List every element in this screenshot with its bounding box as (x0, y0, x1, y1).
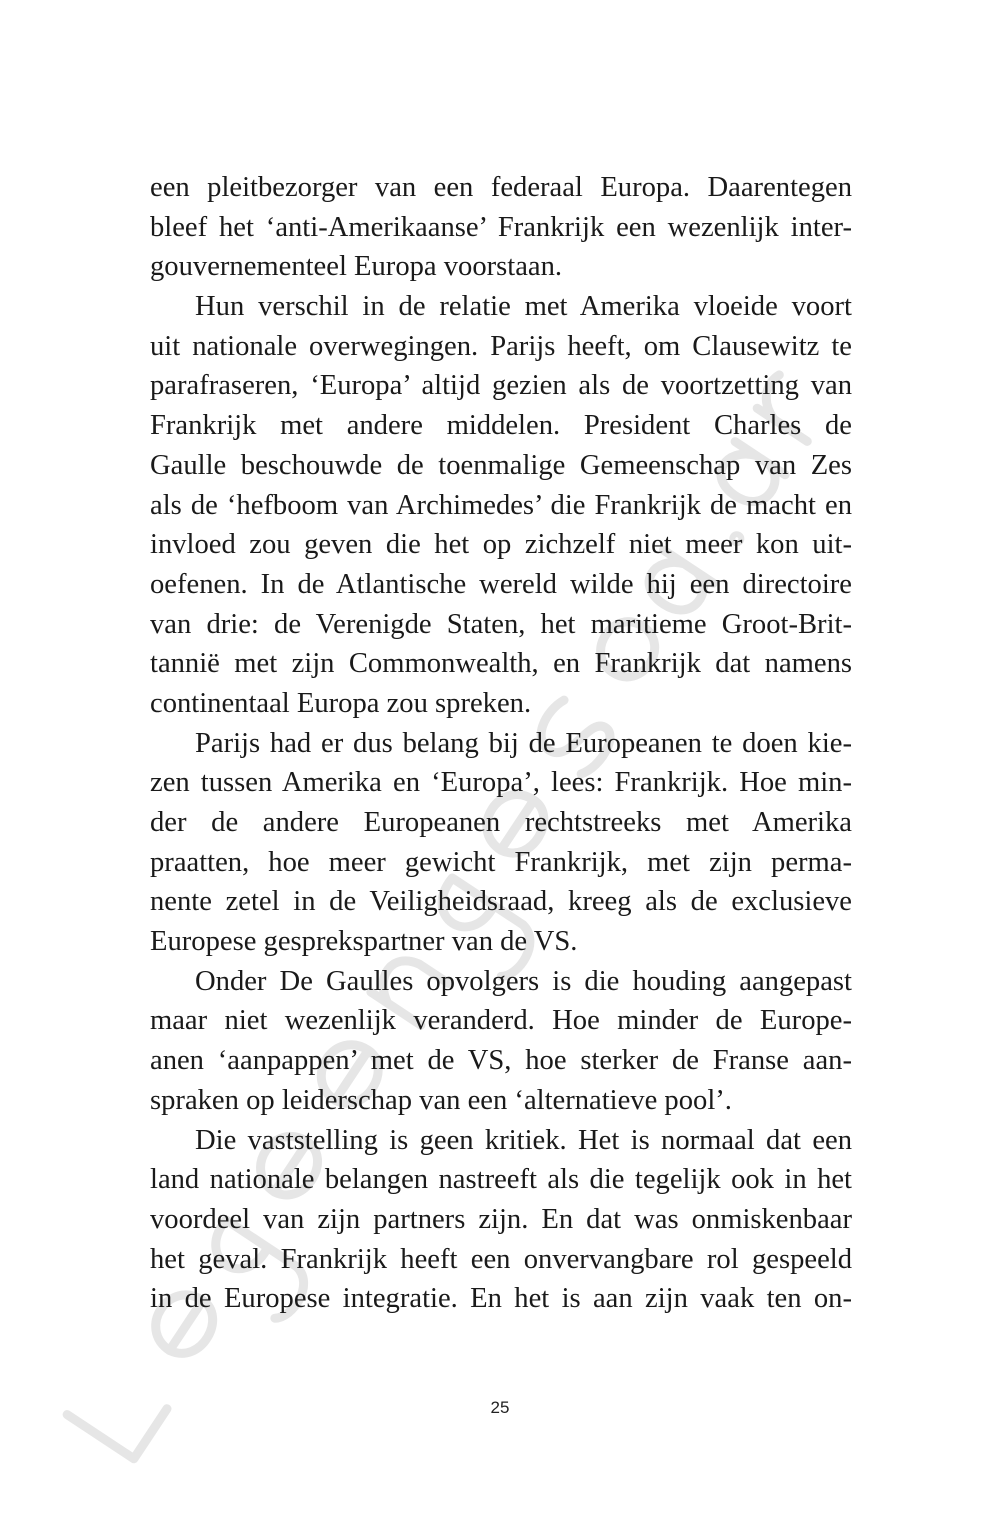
text-line: der de andere Europeanen rechtstreeks met Amerika (150, 807, 852, 838)
text-line: Onder De Gaulles opvolgers is die houding aangepast (195, 965, 852, 997)
paragraph (150, 962, 852, 1121)
page-number: 25 (490, 1398, 510, 1417)
text-line: Frankrijk met andere middelen. President Charles de (150, 410, 852, 442)
text-line: nente zetel in de Veiligheidsraad, kreeg als de exclusieve (150, 886, 852, 918)
paragraph (150, 724, 852, 962)
text-line: van drie: de Verenigde Staten, het maritieme Groot-Brit- (150, 608, 852, 640)
text-line: Parijs had er dus belang bij de Europeanen te doen kie- (195, 727, 852, 759)
text-line: een pleitbezorger van een federaal Europa. Daarentegen (150, 172, 852, 203)
text-line: continentaal Europa zou spreken. (150, 687, 532, 719)
text-line: maar niet wezenlijk veranderd. Hoe minder de Europe- (150, 1005, 852, 1037)
text-line: uit nationale overwegingen. Parijs heeft, om Clausewitz te (150, 330, 852, 362)
text-line: anen ‘aanpappen’ met de VS, hoe sterker de Franse aan- (150, 1045, 852, 1077)
text-line: Gaulle beschouwde de toenmalige Gemeenschap van Zes (150, 449, 852, 481)
paragraph (150, 1121, 852, 1319)
text-line: voordeel van zijn partners zijn. En dat was onmiskenbaar (150, 1203, 852, 1235)
paragraph (150, 168, 852, 287)
text-line: Europese gesprekspartner van de VS. (150, 926, 578, 958)
text-line: invloed zou geven die het op zichzelf niet meer kon uit- (150, 529, 852, 561)
text-line: als de ‘hefboom van Archimedes’ die Frankrijk de macht en (150, 489, 852, 521)
text-line: zen tussen Amerika en ‘Europa’, lees: Frankrijk. Hoe min- (150, 767, 852, 799)
text-line: in de Europese integratie. En het is aan zijn vaak ten on- (150, 1283, 852, 1315)
text-line: oefenen. In de Atlantische wereld wilde hij een directoire (150, 568, 852, 600)
text-line: het geval. Frankrijk heeft een onvervangbare rol gespeeld (150, 1243, 852, 1275)
text-line: Hun verschil in de relatie met Amerika vloeide voort (195, 291, 852, 323)
text-line: land nationale belangen nastreeft als die tegelijk ook in het (150, 1164, 852, 1196)
text-line: praatten, hoe meer gewicht Frankrijk, met zijn perma- (150, 846, 852, 878)
text-line: gouvernementeel Europa voorstaan. (150, 251, 563, 283)
text-line: parafraseren, ‘Europa’ altijd gezien als de voortzetting van (150, 370, 852, 402)
text-line: spraken op leiderschap van een ‘alternatieve pool’. (150, 1084, 732, 1116)
text-line: tannië met zijn Commonwealth, en Frankrijk dat namens (150, 648, 852, 680)
text-line: bleef het ‘anti-Amerikaanse’ Frankrijk een wezenlijk inter- (150, 211, 852, 243)
paragraph (150, 287, 852, 724)
body-text (150, 168, 852, 1319)
text-line: Die vaststelling is geen kritiek. Het is normaal dat een (195, 1124, 852, 1156)
